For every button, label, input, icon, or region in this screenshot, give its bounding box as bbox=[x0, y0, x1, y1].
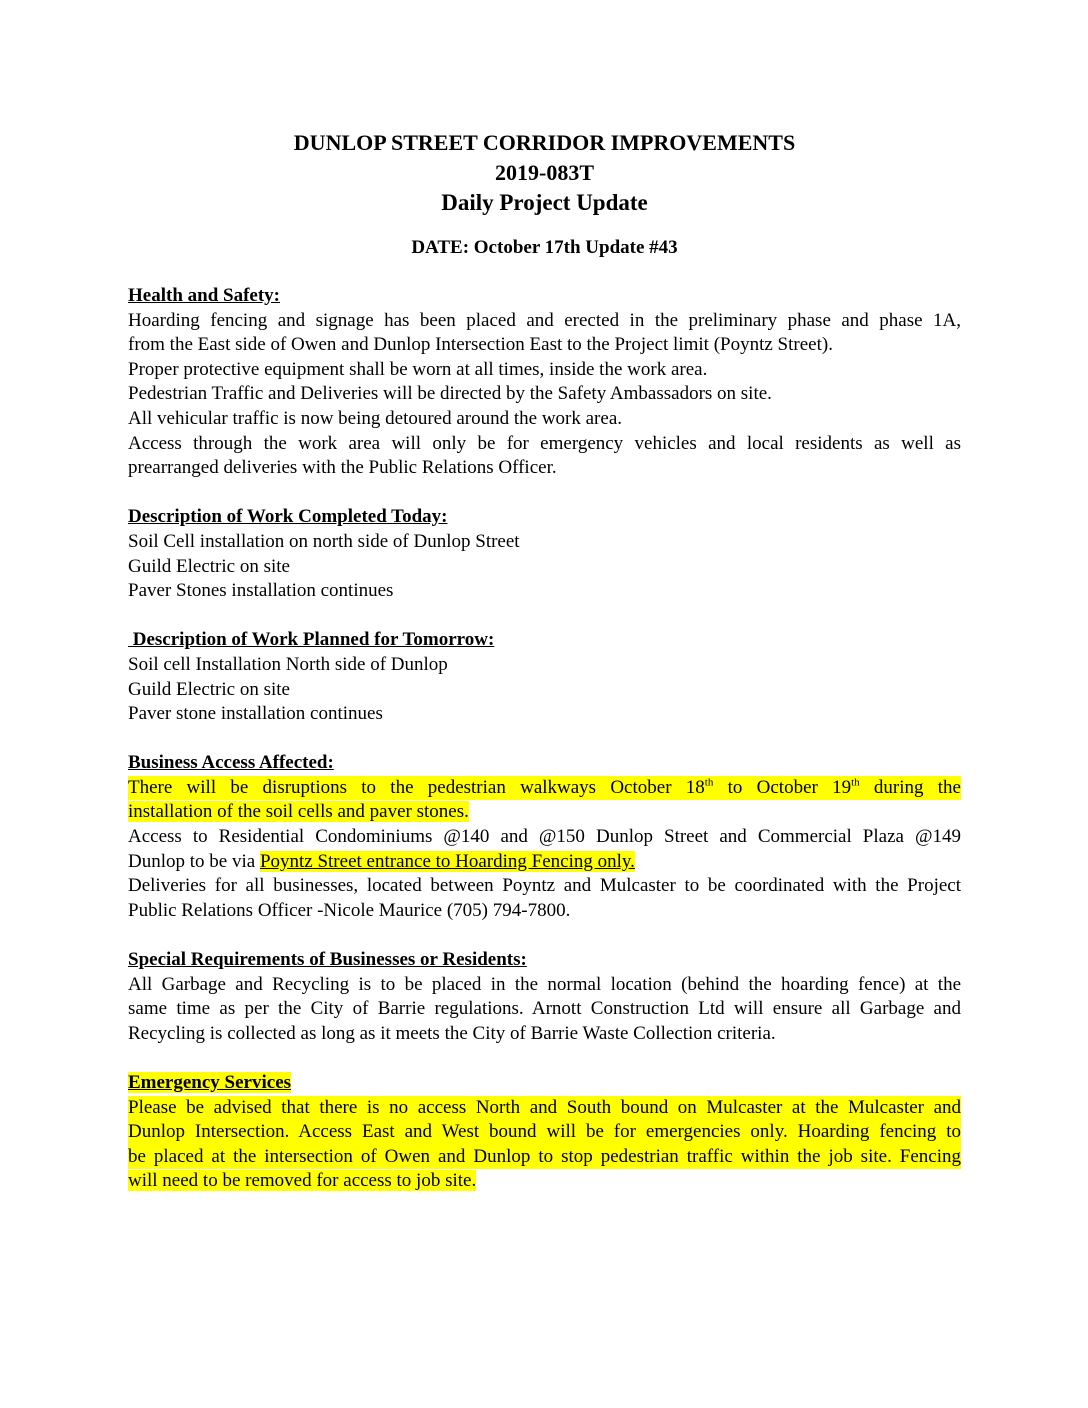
document-title: DUNLOP STREET CORRIDOR IMPROVEMENTS bbox=[293, 130, 796, 155]
health-safety-line: Proper protective equipment shall be worn at all times, inside the work area. bbox=[128, 358, 708, 380]
disruption-text: to October 19 bbox=[713, 776, 852, 798]
health-safety-section bbox=[128, 284, 961, 481]
ordinal-suffix: th bbox=[851, 776, 860, 789]
document-page bbox=[128, 128, 961, 1219]
work-planned-item: Guild Electric on site bbox=[128, 678, 290, 700]
health-safety-line: prearranged deliveries with the Public Relations Officer. bbox=[128, 457, 557, 479]
work-planned-heading: Description of Work Planned for Tomorrow: bbox=[128, 629, 495, 651]
emergency-line-last: will need to be removed for access to job site. bbox=[128, 1170, 477, 1192]
business-access-heading: Business Access Affected: bbox=[128, 752, 334, 774]
work-completed-heading: Description of Work Completed Today: bbox=[128, 506, 448, 528]
ordinal-suffix: th bbox=[704, 776, 714, 789]
deliveries-line: Deliveries for all businesses, located between Poyntz and Mulcaster to be coordinated with the Project bbox=[128, 875, 961, 897]
work-planned-item: Soil cell Installation North side of Dunlop bbox=[128, 653, 448, 675]
special-requirements-line: Recycling is collected as long as it meets the City of Barrie Waste Collection criteria. bbox=[128, 1022, 776, 1044]
emergency-line: Dunlop Intersection. Access East and West bound will be for emergencies only. Hoarding fencing to bbox=[128, 1120, 961, 1145]
work-completed-section bbox=[128, 505, 961, 603]
document-subtitle: Daily Project Update bbox=[441, 190, 648, 215]
work-completed-item: Paver Stones installation continues bbox=[128, 580, 394, 602]
access-line bbox=[128, 850, 961, 875]
special-requirements-line: All Garbage and Recycling is to be placed in the normal location (behind the hoarding fence) at the bbox=[128, 973, 961, 995]
disruption-notice bbox=[128, 776, 961, 801]
work-planned-section bbox=[128, 628, 961, 726]
special-requirements-heading: Special Requirements of Businesses or Residents: bbox=[128, 949, 527, 971]
emergency-section bbox=[128, 1071, 961, 1194]
emergency-heading-row bbox=[128, 1071, 961, 1096]
deliveries-line: Public Relations Officer -Nicole Maurice (705) 794-7800. bbox=[128, 899, 571, 921]
business-access-section bbox=[128, 751, 961, 923]
emergency-line: Please be advised that there is no access North and South bound on Mulcaster at the Mulcaster and bbox=[128, 1096, 961, 1121]
date-line: DATE: October 17th Update #43 bbox=[411, 237, 678, 258]
health-safety-line: from the East side of Owen and Dunlop Intersection East to the Project limit (Poyntz Street). bbox=[128, 334, 833, 356]
disruption-text: There will be disruptions to the pedestrian walkways October 18 bbox=[128, 776, 705, 798]
emergency-line: be placed at the intersection of Owen and Dunlop to stop pedestrian traffic within the job site. Fencing bbox=[128, 1145, 961, 1170]
project-number: 2019-083T bbox=[495, 160, 594, 185]
health-safety-line: Hoarding fencing and signage has been placed and erected in the preliminary phase and phase 1A, bbox=[128, 309, 961, 331]
work-completed-item: Soil Cell installation on north side of Dunlop Street bbox=[128, 530, 520, 552]
work-completed-item: Guild Electric on site bbox=[128, 555, 290, 577]
special-requirements-section bbox=[128, 948, 961, 1046]
access-line: Access to Residential Condominiums @140 and @150 Dunlop Street and Commercial Plaza @149 bbox=[128, 826, 961, 848]
special-requirements-line: same time as per the City of Barrie regulations. Arnott Construction Ltd will ensure all Garbage and bbox=[128, 998, 961, 1020]
emergency-heading: Emergency Services bbox=[128, 1072, 292, 1093]
health-safety-heading: Health and Safety: bbox=[128, 285, 280, 306]
disruption-notice-line2: installation of the soil cells and paver stones. bbox=[128, 801, 469, 823]
health-safety-line: All vehicular traffic is now being detoured around the work area. bbox=[128, 407, 622, 429]
work-planned-item: Paver stone installation continues bbox=[128, 703, 383, 725]
health-safety-line: Access through the work area will only be for emergency vehicles and local residents as well as bbox=[128, 432, 961, 454]
access-highlight: Poyntz Street entrance to Hoarding Fencing only. bbox=[259, 850, 635, 872]
disruption-text: during the bbox=[859, 776, 961, 798]
health-safety-line: Pedestrian Traffic and Deliveries will be directed by the Safety Ambassadors on site. bbox=[128, 383, 772, 405]
access-prefix: Dunlop to be via bbox=[128, 850, 260, 872]
